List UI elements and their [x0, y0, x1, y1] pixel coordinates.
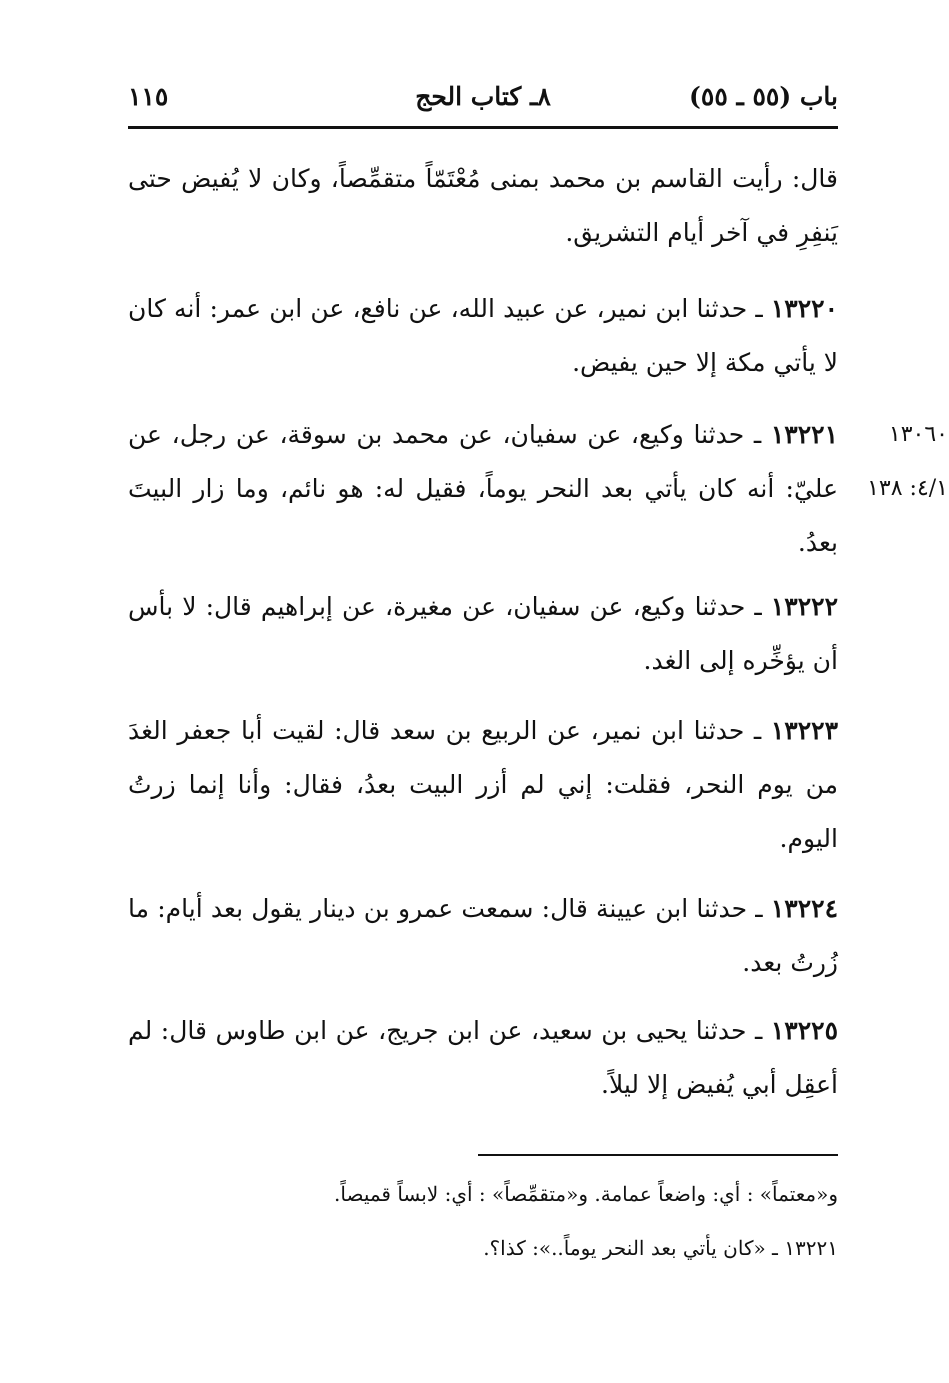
footnote-1: و«معتماً» : أي: واضعاً عمامة. و«متقمِّصاً» : أي: لابساً قميصاً. [334, 1182, 838, 1206]
hadith-13223 [128, 704, 838, 866]
hadith-text: ـ حدثنا ابن نمير، عن الربيع بن سعد قال: لقيت أبا جعفر الغدَ من يوم النحر، فقلت: إني لم أزر البيت بعدُ، فقال: وأنا إنما زرتُ اليوم. [128, 716, 838, 853]
hadith-13220 [128, 282, 838, 390]
hadith-text: ـ حدثنا وكيع، عن سفيان، عن محمد بن سوقة، عن رجل، عن عليّ: أنه كان يأتي بعد النحر يوماً، فقيل له: هو نائم، وما زار البيتَ بعدُ. [128, 420, 838, 557]
hadith-13225 [128, 1004, 838, 1112]
hadith-number: ١٣٢٢٢ [770, 592, 838, 621]
hadith-13222 [128, 580, 838, 688]
hadith-text: ـ حدثنا وكيع، عن سفيان، عن مغيرة، عن إبراهيم قال: لا بأس أن يؤخِّره إلى الغد. [128, 592, 838, 675]
footnote-2: ١٣٢٢١ ـ «كان يأتي بعد النحر يوماً..»: كذا؟. [483, 1236, 838, 1260]
footnote-separator [478, 1154, 838, 1156]
hadith-number: ١٣٢٢٤ [770, 894, 838, 923]
hadith-number: ١٣٢٢٠ [770, 294, 838, 323]
hadith-number: ١٣٢٢١ [770, 420, 838, 449]
book-title: ٨ـ كتاب الحج [415, 82, 551, 111]
header-rule [128, 126, 838, 129]
hadith-number: ١٣٢٢٣ [770, 716, 838, 745]
paragraph-text: قال: رأيت القاسم بن محمد بمنى مُعْتَمّاً متقمِّصاً، وكان لا يُفيض حتى يَنفِرِ في آخر أيام التشريق. [128, 164, 838, 247]
page-number: ١١٥ [128, 82, 169, 111]
section-title: باب (٥٥ ـ ٥٥) [689, 82, 838, 111]
hadith-text: ـ حدثنا ابن نمير، عن عبيد الله، عن نافع، عن ابن عمر: أنه كان لا يأتي مكة إلا حين يفيض. [128, 294, 838, 377]
hadith-13224 [128, 882, 838, 990]
margin-note-cross-reference: ١٣٠٦٠ [888, 422, 948, 447]
paragraph-continuation [128, 152, 838, 260]
hadith-number: ١٣٢٢٥ [770, 1016, 838, 1045]
hadith-text: ـ حدثنا يحيى بن سعيد، عن ابن جريج، عن ابن طاوس قال: لم أعقِل أبي يُفيض إلا ليلاً. [128, 1016, 838, 1099]
running-header [128, 82, 838, 122]
hadith-13221 [128, 408, 838, 570]
hadith-text: ـ حدثنا ابن عيينة قال: سمعت عمرو بن دينار يقول بعد أيام: ما زُرتُ بعد. [128, 894, 838, 977]
margin-note-volume-page: ٤/١: ١٣٨ [867, 476, 948, 501]
